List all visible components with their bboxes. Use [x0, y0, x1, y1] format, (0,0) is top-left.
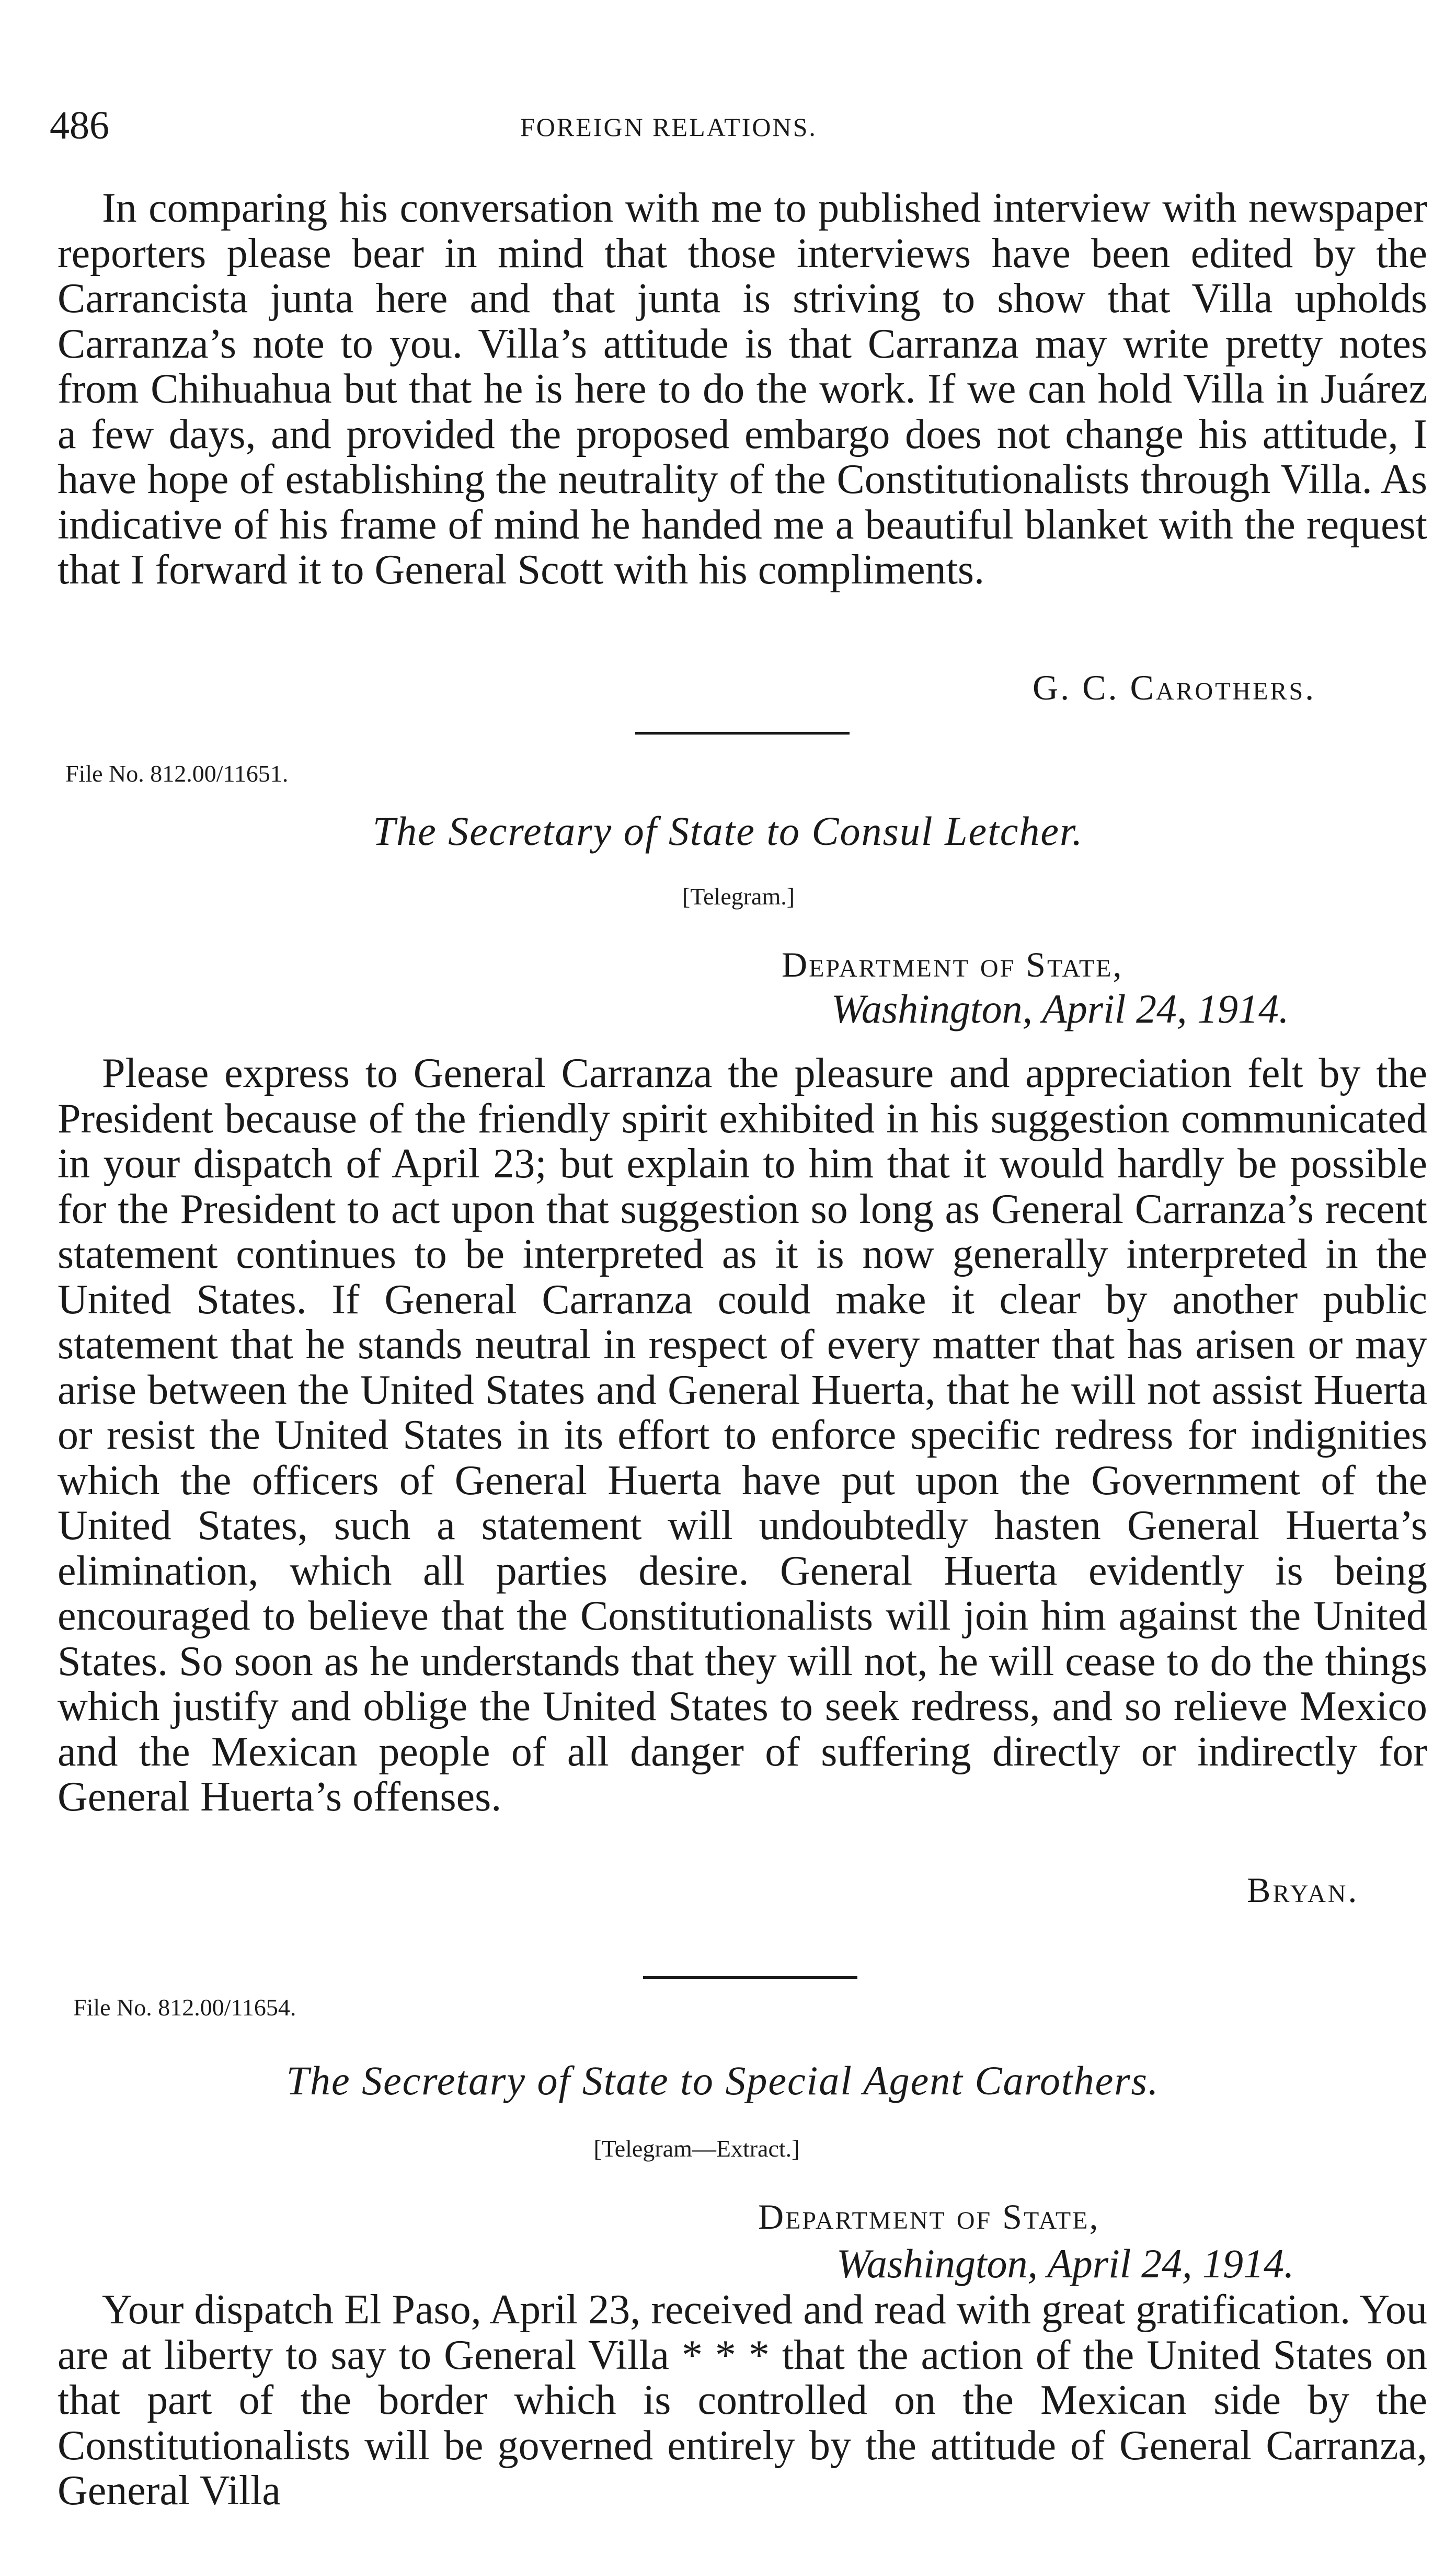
- document-type: [Telegram.]: [682, 883, 795, 910]
- file-number: File No. 812.00/11654.: [73, 1994, 296, 2021]
- date-line: Washington, April 24, 1914.: [836, 2241, 1294, 2286]
- origin-line: Department of State,: [782, 945, 1123, 984]
- page-header: [50, 99, 1409, 157]
- body-paragraph: Please express to General Carranza the pleasure and appreciation felt by the President because of the friendly spirit exhibited in his suggestion communicated in your dispatch of April 23; but explain to him that it would hardly be possible for the President to act upon that suggestion so long as General Carranza’s recent statement continues to be interpreted as it is now generally interpreted in the United States. If General Carranza could make it clear by another public statement that he stands neutral in respect of every matter that has arisen or may arise between the United States and General Huerta, that he will not assist Huerta or resist the United States in its effort to enforce specific redress for indignities which the officers of General Huerta have put upon the Government of the United States, such a statement will undoubtedly hasten General Huerta’s elimination, which all parties desire. General Huerta evidently is being encouraged to believe that the Constitutionalists will join him against the United States. So soon as he understands that they will not, he will cease to do the things which justify and oblige the United States to seek redress, and so relieve Mexico and the Mexican people of all danger of suffering directly or indirectly for General Huerta’s offenses.: [58, 1050, 1427, 1820]
- running-head: FOREIGN RELATIONS.: [520, 112, 817, 142]
- origin-line: Department of State,: [758, 2197, 1100, 2237]
- section-letcher-telegram: [58, 1051, 1427, 1820]
- document-title: The Secretary of State to Special Agent Carothers.: [286, 2058, 1160, 2103]
- document-type: [Telegram—Extract.]: [593, 2135, 800, 2162]
- page-number: 486: [50, 104, 109, 147]
- body-paragraph: Your dispatch El Paso, April 23, received and read with great gratification. You are at liberty to say to General Villa * * * that the action of the United States on that part of the border which is controlled on the Mexican side by the Constitutionalists will be governed entirely by the attitude of General Carranza, General Villa: [58, 2287, 1427, 2514]
- body-paragraph: In comparing his conversation with me to published interview with newspaper reporters please bear in mind that those interviews have been edited by the Carrancista junta here and that junta is striving to show that Villa upholds Carranza’s note to you. Villa’s attitude is that Carranza may write pretty notes from Chihuahua but that he is here to do the work. If we can hold Villa in Juárez a few days, and provided the proposed embargo does not change his attitude, I have hope of establishing the neutrality of the Constitutionalists through Villa. As indicative of his frame of mind he handed me a beautiful blanket with the request that I forward it to General Scott with his compliments.: [58, 185, 1427, 593]
- signature: G. C. Carothers.: [1033, 668, 1316, 707]
- date-line: Washington, April 24, 1914.: [831, 986, 1289, 1031]
- file-number: File No. 812.00/11651.: [65, 760, 289, 787]
- section-divider: [635, 732, 850, 735]
- section-carothers-continuation: [58, 186, 1427, 593]
- section-carothers-telegram: [58, 2287, 1427, 2514]
- signature: Bryan.: [1247, 1870, 1359, 1910]
- section-divider: [643, 1976, 857, 1979]
- document-title: The Secretary of State to Consul Letcher.: [372, 808, 1084, 854]
